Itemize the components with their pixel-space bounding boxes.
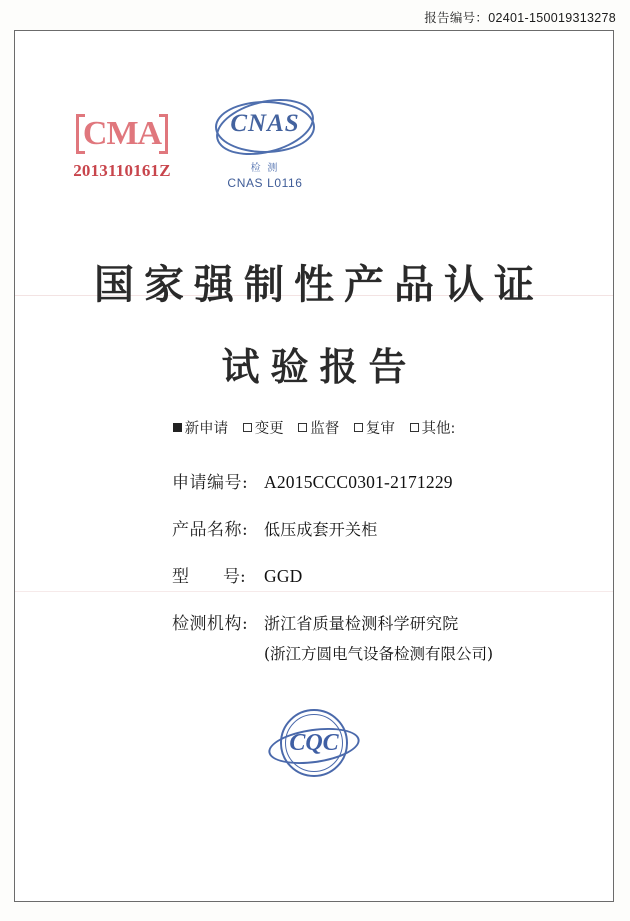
report-number-label: 报告编号： [424, 11, 489, 25]
field-value: 低压成套开关柜 [264, 520, 378, 539]
checkbox-option-other[interactable] [410, 417, 456, 438]
report-number [424, 8, 616, 26]
checkbox-option-new[interactable] [173, 417, 229, 438]
report-number-value: 02401-150019313278 [488, 11, 616, 25]
checkbox-icon[interactable] [243, 423, 252, 432]
cma-icon [76, 113, 168, 155]
checkbox-label: 监督 [310, 421, 340, 437]
checkbox-option-supervision[interactable] [298, 417, 339, 438]
checkbox-icon-checked[interactable] [173, 423, 182, 432]
field-label: 申请编号: [172, 473, 249, 493]
cqc-mark-text: CQC [289, 730, 339, 756]
checkbox-icon[interactable] [410, 423, 419, 432]
cma-certificate-number: 2013110161Z [73, 161, 171, 180]
checkbox-option-review[interactable] [354, 417, 395, 438]
field-testing-organization [15, 609, 613, 634]
field-label: 产品名称: [172, 520, 249, 540]
application-type-checkbox-row [15, 417, 613, 438]
checkbox-icon[interactable] [298, 423, 307, 432]
checkbox-label: 其他: [421, 421, 456, 437]
field-label: 型 号: [172, 567, 246, 587]
field-label: 检测机构: [172, 614, 249, 634]
field-value: A2015CCC0301-2171229 [264, 472, 453, 492]
cma-mark-block [57, 113, 187, 181]
checkbox-label: 复审 [365, 421, 395, 437]
field-list [15, 468, 613, 684]
cnas-icon [209, 97, 321, 163]
accreditation-marks [15, 93, 613, 223]
cnas-mark-text: CNAS [230, 110, 300, 137]
page-subtitle: 试验报告 [221, 344, 418, 389]
field-application-number [15, 468, 613, 493]
checkbox-label: 新申请 [184, 421, 229, 437]
cnas-chinese-label: 检 测 [250, 163, 280, 174]
cqc-seal-icon [266, 709, 362, 787]
cnas-lab-code: CNAS L0116 [227, 176, 303, 190]
checkbox-label: 变更 [254, 421, 284, 437]
cma-mark-text: CMA [82, 115, 162, 152]
document-frame [14, 30, 614, 902]
field-product-name [15, 515, 613, 540]
field-model [15, 562, 613, 587]
page-title: 国家强制性产品认证 [94, 261, 544, 308]
field-testing-organization-subtitle: (浙江方圆电气设备检测有限公司) [264, 645, 494, 663]
cnas-mark-block [190, 97, 340, 190]
field-value: GGD [264, 566, 303, 586]
checkbox-option-change[interactable] [243, 417, 284, 438]
checkbox-icon[interactable] [354, 423, 363, 432]
field-value: 浙江省质量检测科学研究院 [264, 614, 459, 633]
